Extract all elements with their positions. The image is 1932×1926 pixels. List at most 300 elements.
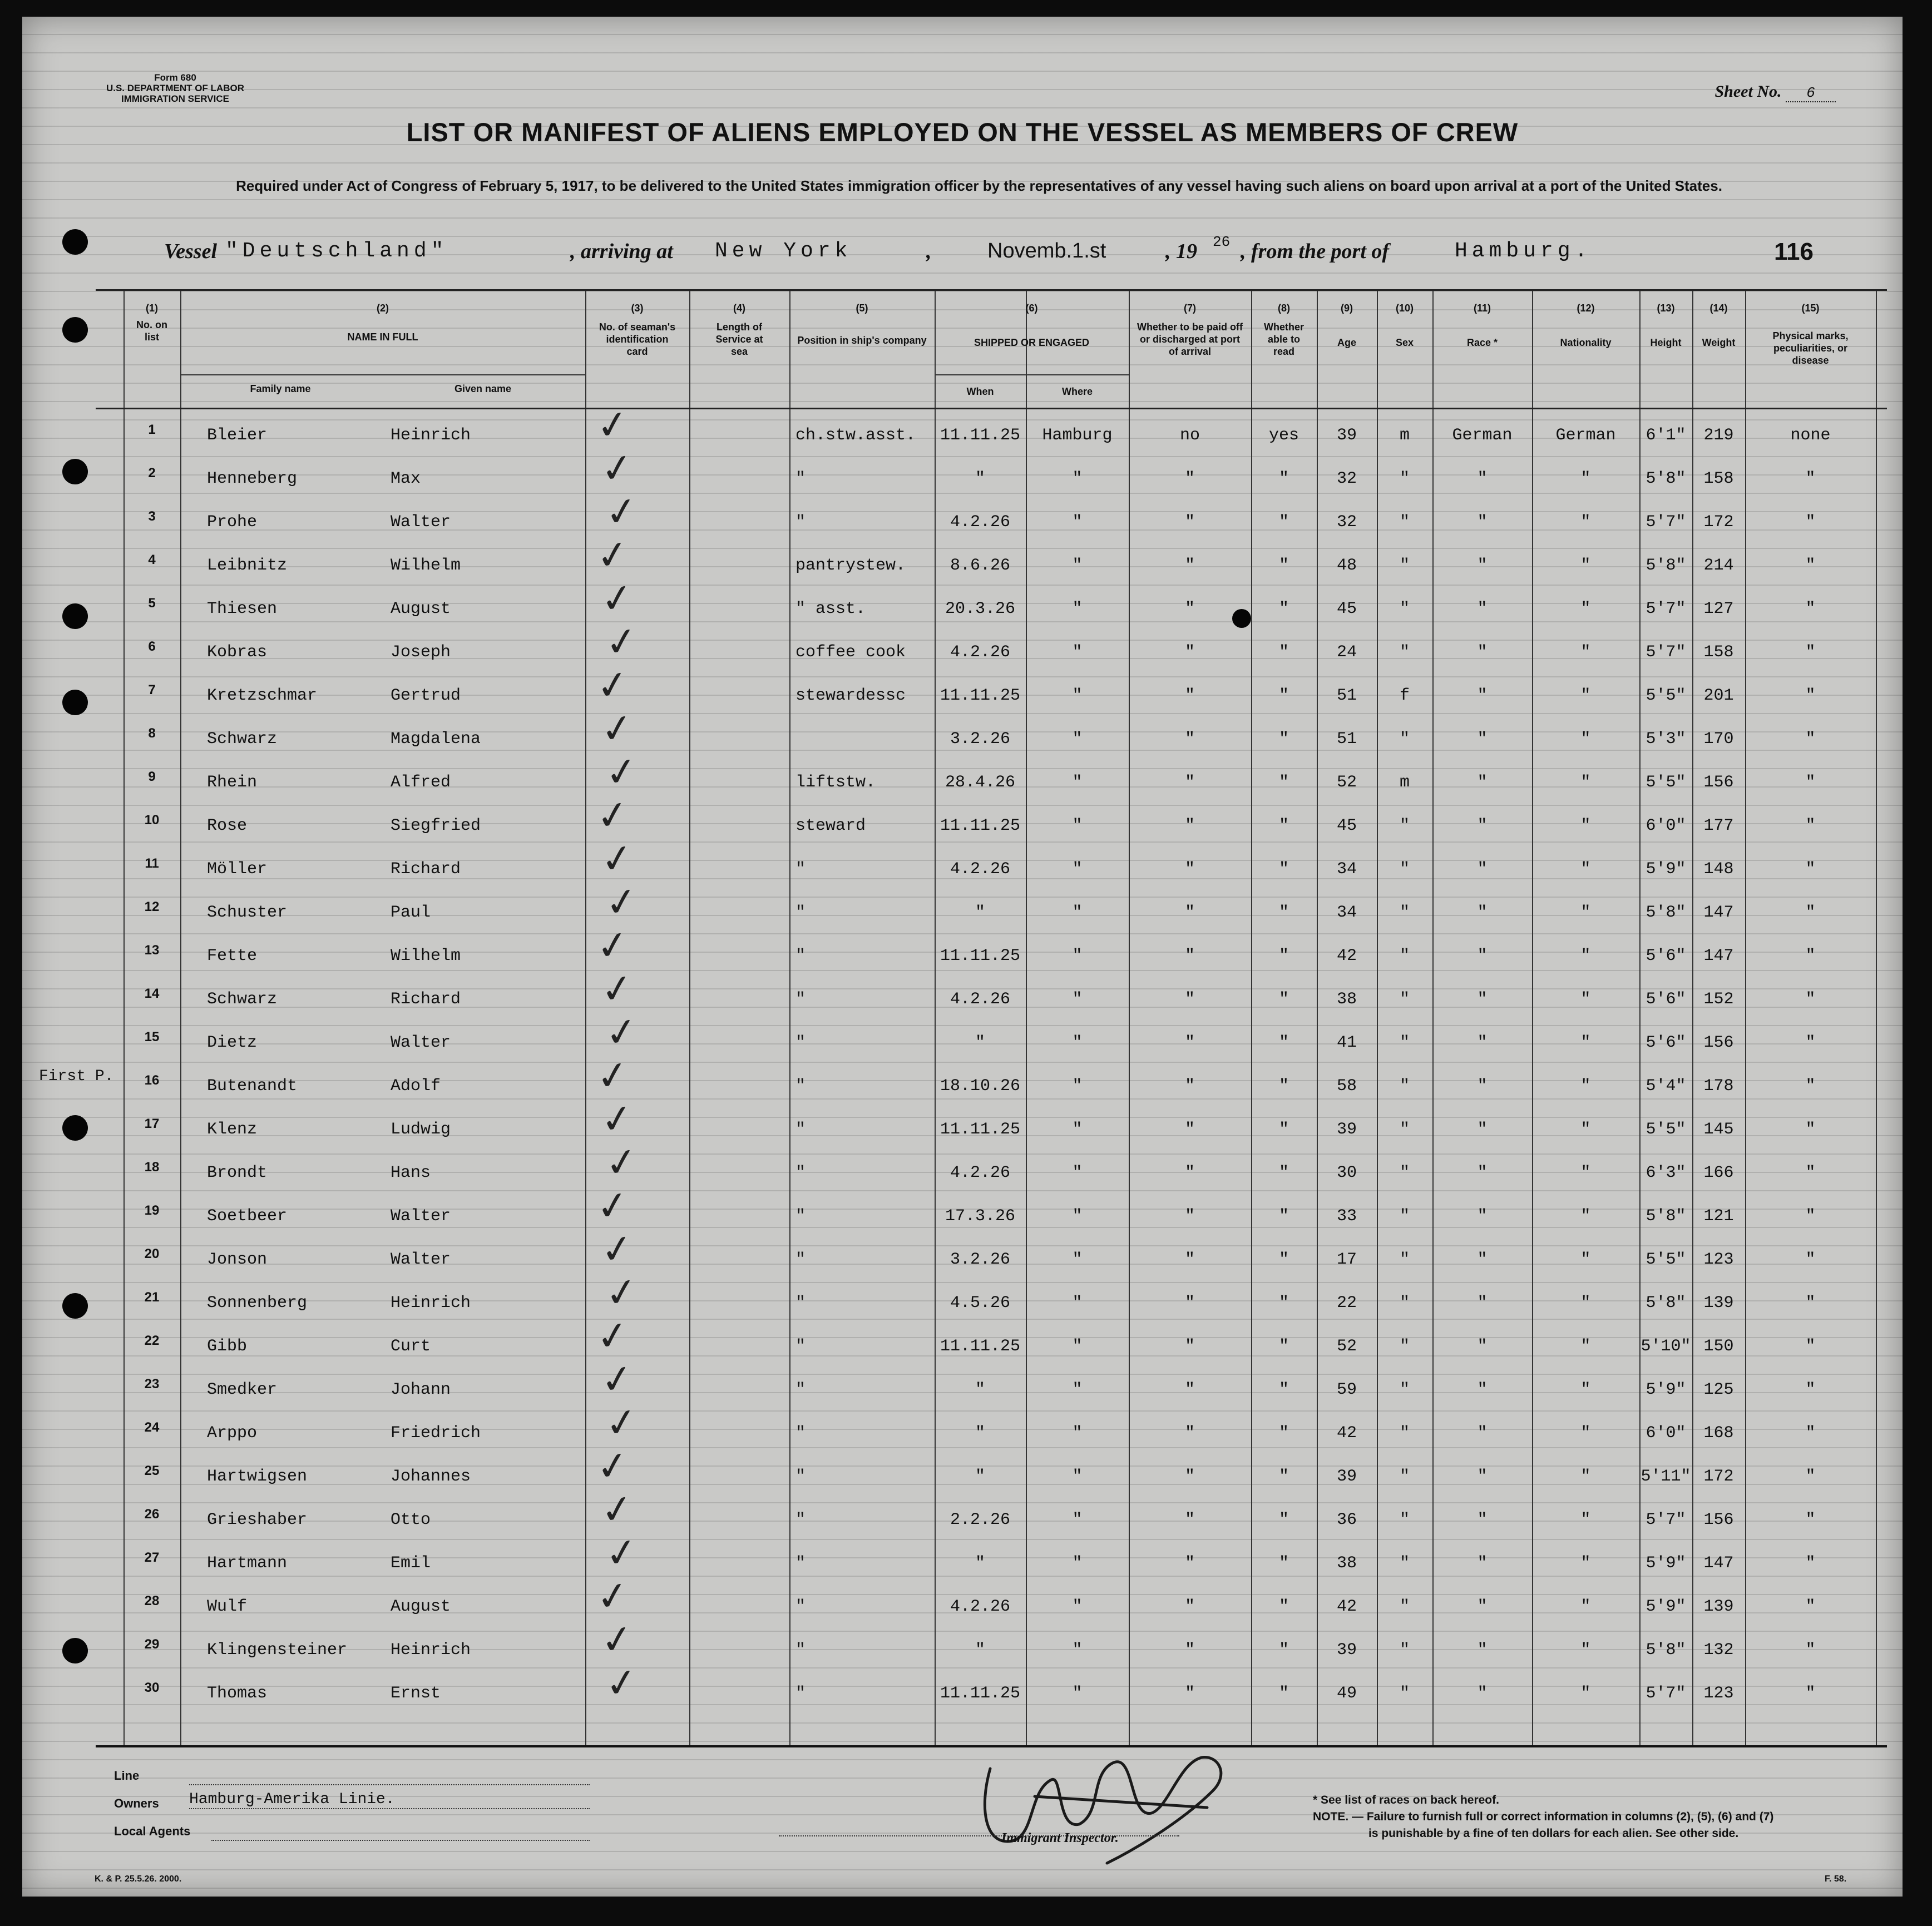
departure-port: Hamburg. [1455, 239, 1592, 263]
shipped-when: 11.11.25 [940, 1337, 1021, 1356]
table-row [96, 1484, 1887, 1547]
row-number: 18 [144, 1160, 160, 1175]
able-to-read: " [1278, 1467, 1289, 1486]
check-mark-icon: ✓ [597, 1094, 637, 1144]
race: " [1477, 947, 1488, 966]
nationality: " [1580, 947, 1591, 966]
paid-off: " [1184, 1294, 1195, 1313]
paid-off: " [1184, 1641, 1195, 1660]
age: 22 [1336, 1294, 1357, 1313]
agents-label: Local Agents [114, 1824, 191, 1838]
position: " [795, 1511, 806, 1529]
family-name: Thiesen [207, 600, 278, 618]
table-row [96, 1311, 1887, 1373]
paid-off: " [1184, 1033, 1195, 1052]
race: " [1477, 1684, 1488, 1703]
shipped-where: " [1072, 1380, 1083, 1399]
nationality: " [1580, 1120, 1591, 1139]
paid-off: " [1184, 1684, 1195, 1703]
row-number: 30 [144, 1680, 160, 1695]
paid-off: " [1184, 1077, 1195, 1096]
shipped-when: " [975, 903, 985, 922]
able-to-read: " [1278, 1424, 1289, 1443]
sex: " [1399, 513, 1410, 532]
shipped-when: 4.2.26 [950, 1163, 1011, 1182]
able-to-read: " [1278, 1120, 1289, 1139]
paid-off: no [1179, 426, 1200, 445]
able-to-read: " [1278, 730, 1289, 749]
given-name: Joseph [391, 643, 451, 662]
weight: 123 [1703, 1684, 1734, 1703]
sex: " [1399, 860, 1410, 879]
paid-off: " [1184, 1467, 1195, 1486]
sex: " [1399, 1641, 1410, 1660]
col-header-nationality: (12) Nationality [1560, 303, 1612, 348]
col-header-height: (13) Height [1650, 303, 1682, 348]
physical-marks: " [1805, 1033, 1816, 1052]
punch-hole [62, 317, 88, 343]
table-row [96, 1398, 1887, 1460]
able-to-read: " [1278, 513, 1289, 532]
shipped-where: " [1072, 1467, 1083, 1486]
race: " [1477, 1554, 1488, 1573]
age: 51 [1336, 730, 1357, 749]
sex: " [1399, 556, 1410, 575]
punch-hole [62, 603, 88, 629]
height: 5'7" [1646, 1511, 1686, 1529]
nationality: " [1580, 1380, 1591, 1399]
table-row [96, 617, 1887, 679]
physical-marks: " [1805, 903, 1816, 922]
print-code: K. & P. 25.5.26. 2000. [95, 1874, 182, 1884]
paid-off: " [1184, 643, 1195, 662]
table-row [96, 877, 1887, 939]
shipped-when: 11.11.25 [940, 947, 1021, 966]
age: 45 [1336, 600, 1357, 618]
able-to-read: " [1278, 1684, 1289, 1703]
weight: 214 [1703, 556, 1734, 575]
check-mark-icon: ✓ [597, 1354, 637, 1404]
row-number: 13 [144, 943, 160, 958]
col-header-service: (4) Length of Service at sea [715, 303, 763, 357]
given-name: Richard [391, 990, 461, 1009]
check-mark-icon: ✓ [602, 1398, 641, 1448]
nationality: " [1580, 903, 1591, 922]
given-name: Ernst [391, 1684, 441, 1703]
col-header-family: Family name [250, 383, 311, 394]
row-number: 28 [144, 1593, 160, 1608]
col-header-sex: (10) Sex [1395, 303, 1414, 348]
shipped-where: " [1072, 1207, 1083, 1226]
given-name: Walter [391, 1033, 451, 1052]
weight: 172 [1703, 513, 1734, 532]
family-name: Brondt [207, 1163, 268, 1182]
shipped-when: 4.2.26 [950, 513, 1011, 532]
height: 5'5" [1646, 686, 1686, 705]
table-row [96, 1181, 1887, 1243]
position: liftstw. [795, 773, 876, 792]
age: 39 [1336, 426, 1357, 445]
col-header-paid-off: (7) Whether to be paid off or discharged at port of arrival [1137, 303, 1243, 357]
age: 34 [1336, 860, 1357, 879]
col-header-when: When [966, 386, 994, 397]
age: 39 [1336, 1641, 1357, 1660]
paid-off: " [1184, 860, 1195, 879]
sex: f [1399, 686, 1410, 705]
col-header-id-card: (3) No. of seaman's identification card [599, 303, 676, 357]
weight: 158 [1703, 469, 1734, 488]
able-to-read: " [1278, 1380, 1289, 1399]
able-to-read: " [1278, 1207, 1289, 1226]
paid-off: " [1184, 947, 1195, 966]
row-number: 3 [148, 509, 156, 524]
shipped-where: " [1072, 1294, 1083, 1313]
height: 5'8" [1646, 1641, 1686, 1660]
row-number: 23 [144, 1377, 160, 1392]
sex: m [1399, 773, 1410, 792]
able-to-read: " [1278, 556, 1289, 575]
weight: 147 [1703, 947, 1734, 966]
physical-marks: " [1805, 730, 1816, 749]
family-name: Hartwigsen [207, 1467, 308, 1486]
position: " [795, 1250, 806, 1269]
age: 52 [1336, 773, 1357, 792]
position: " [795, 1424, 806, 1443]
shipped-when: 4.2.26 [950, 643, 1011, 662]
nationality: " [1580, 1641, 1591, 1660]
owners-field: Hamburg-Amerika Linie. [189, 1791, 590, 1809]
arrival-date: Novemb.1.st [987, 239, 1106, 263]
height: 5'9" [1646, 1597, 1686, 1616]
race: " [1477, 1380, 1488, 1399]
able-to-read: " [1278, 816, 1289, 835]
weight: 148 [1703, 860, 1734, 879]
sheet-value: 6 [1786, 85, 1836, 102]
weight: 123 [1703, 1250, 1734, 1269]
table-row [96, 487, 1887, 549]
row-number: 7 [148, 682, 156, 697]
age: 34 [1336, 903, 1357, 922]
sex: " [1399, 730, 1410, 749]
page-subtitle: Required under Act of Congress of February 5, 1917, to be delivered to the United States immigration officer by the representatives of any vessel having such aliens on board upon arrival at a port of the United States. [236, 177, 1722, 194]
shipped-where: " [1072, 1554, 1083, 1573]
sex: " [1399, 1380, 1410, 1399]
physical-marks: " [1805, 990, 1816, 1009]
race: " [1477, 556, 1488, 575]
paid-off: " [1184, 1380, 1195, 1399]
age: 59 [1336, 1380, 1357, 1399]
inspector-signature [968, 1730, 1279, 1874]
check-mark-icon: ✓ [593, 400, 633, 450]
row-number: 29 [144, 1637, 160, 1652]
check-mark-icon: ✓ [602, 877, 641, 927]
row-number: 1 [148, 422, 156, 437]
family-name: Leibnitz [207, 556, 288, 575]
check-mark-icon: ✓ [597, 964, 637, 1014]
given-name: Walter [391, 1207, 451, 1226]
given-name: August [391, 600, 451, 618]
row-number: 17 [144, 1116, 160, 1131]
race: " [1477, 643, 1488, 662]
table-row [96, 834, 1887, 896]
shipped-when: 11.11.25 [940, 686, 1021, 705]
line-field [189, 1767, 590, 1785]
row-number: 15 [144, 1029, 160, 1044]
col-header-name: (2) NAME IN FULL [347, 303, 418, 343]
given-name: Max [391, 469, 421, 488]
family-name: Schuster [207, 903, 288, 922]
row-number: 10 [144, 813, 160, 828]
nationality: " [1580, 1250, 1591, 1269]
weight: 170 [1703, 730, 1734, 749]
col-header-marks: (15) Physical marks, peculiarities, or disease [1772, 303, 1849, 366]
shipped-where: " [1072, 903, 1083, 922]
race: " [1477, 686, 1488, 705]
sex: " [1399, 1207, 1410, 1226]
age: 17 [1336, 1250, 1357, 1269]
race: " [1477, 469, 1488, 488]
given-name: Johannes [391, 1467, 471, 1486]
nationality: " [1580, 643, 1591, 662]
row-number: 6 [148, 639, 156, 654]
family-name: Kobras [207, 643, 268, 662]
shipped-when: 11.11.25 [940, 1120, 1021, 1139]
vessel-line [164, 234, 1833, 273]
given-name: Emil [391, 1554, 431, 1573]
race: " [1477, 1511, 1488, 1529]
arrival-year: 26 [1213, 234, 1231, 250]
position: " [795, 1294, 806, 1313]
age: 42 [1336, 1597, 1357, 1616]
paid-off: " [1184, 1597, 1195, 1616]
weight: 172 [1703, 1467, 1734, 1486]
nationality: " [1580, 1424, 1591, 1443]
nationality: " [1580, 1207, 1591, 1226]
age: 51 [1336, 686, 1357, 705]
height: 5'6" [1646, 1033, 1686, 1052]
sex: " [1399, 1467, 1410, 1486]
nationality: " [1580, 556, 1591, 575]
table-row [96, 573, 1887, 636]
race: " [1477, 990, 1488, 1009]
family-name: Dietz [207, 1033, 258, 1052]
given-name: Adolf [391, 1077, 441, 1096]
given-name: Ludwig [391, 1120, 451, 1139]
height: 5'5" [1646, 1120, 1686, 1139]
race: " [1477, 1641, 1488, 1660]
paid-off: " [1184, 1337, 1195, 1356]
shipped-when: 11.11.25 [940, 816, 1021, 835]
weight: 121 [1703, 1207, 1734, 1226]
paid-off: " [1184, 1163, 1195, 1182]
family-name: Butenandt [207, 1077, 298, 1096]
paid-off: " [1184, 1554, 1195, 1573]
race: " [1477, 1424, 1488, 1443]
weight: 168 [1703, 1424, 1734, 1443]
sex: " [1399, 600, 1410, 618]
year-prefix: , 19 [1165, 240, 1197, 263]
position: " [795, 1337, 806, 1356]
family-name: Jonson [207, 1250, 268, 1269]
nationality: " [1580, 513, 1591, 532]
nationality: " [1580, 1511, 1591, 1529]
check-mark-icon: ✓ [597, 573, 637, 623]
col-header-weight: (14) Weight [1702, 303, 1736, 348]
position: " [795, 469, 806, 488]
table-row [96, 400, 1887, 462]
height: 5'5" [1646, 773, 1686, 792]
row-number: 8 [148, 726, 156, 741]
height: 5'7" [1646, 513, 1686, 532]
weight: 125 [1703, 1380, 1734, 1399]
position: " asst. [795, 600, 866, 618]
height: 5'9" [1646, 860, 1686, 879]
able-to-read: " [1278, 1554, 1289, 1573]
physical-marks: " [1805, 1163, 1816, 1182]
paid-off: " [1184, 773, 1195, 792]
given-name: Walter [391, 513, 451, 532]
shipped-where: " [1072, 730, 1083, 749]
able-to-read: " [1278, 1597, 1289, 1616]
shipped-where: " [1072, 1597, 1083, 1616]
shipped-when: 11.11.25 [940, 426, 1021, 445]
position: pantrystew. [795, 556, 906, 575]
margin-note: First P. [39, 1068, 114, 1085]
able-to-read: " [1278, 643, 1289, 662]
height: 5'11" [1641, 1467, 1691, 1486]
weight: 177 [1703, 816, 1734, 835]
shipped-when: 8.6.26 [950, 556, 1011, 575]
physical-marks: " [1805, 1684, 1816, 1703]
given-name: Hans [391, 1163, 431, 1182]
table-row [96, 1224, 1887, 1286]
fine-note-1: NOTE. — Failure to furnish full or correct information in columns (2), (5), (6) and (7) [1313, 1810, 1774, 1823]
form-code: F. 58. [1825, 1874, 1847, 1884]
sex: " [1399, 469, 1410, 488]
check-mark-icon: ✓ [597, 1224, 637, 1274]
shipped-when: 3.2.26 [950, 730, 1011, 749]
check-mark-icon: ✓ [593, 1571, 633, 1621]
shipped-where: " [1072, 773, 1083, 792]
position: " [795, 1033, 806, 1052]
shipped-where: " [1072, 686, 1083, 705]
weight: 150 [1703, 1337, 1734, 1356]
nationality: " [1580, 1077, 1591, 1096]
family-name: Gibb [207, 1337, 248, 1356]
family-name: Grieshaber [207, 1511, 308, 1529]
agents-field [211, 1823, 590, 1841]
shipped-where: " [1072, 1684, 1083, 1703]
paid-off: " [1184, 686, 1195, 705]
age: 30 [1336, 1163, 1357, 1182]
sex: " [1399, 1337, 1410, 1356]
row-number: 2 [148, 466, 156, 481]
sex: " [1399, 1511, 1410, 1529]
sex: " [1399, 1597, 1410, 1616]
check-mark-icon: ✓ [593, 660, 633, 710]
position: " [795, 947, 806, 966]
shipped-when: " [975, 1033, 985, 1052]
nationality: " [1580, 1597, 1591, 1616]
sheet-label: Sheet No. [1714, 82, 1782, 101]
col-header-no: (1) No. on list [136, 303, 167, 343]
height: 5'3" [1646, 730, 1686, 749]
nationality: German [1555, 426, 1616, 445]
nationality: " [1580, 1467, 1591, 1486]
given-name: Heinrich [391, 1294, 471, 1313]
table-row [96, 1354, 1887, 1417]
position: steward [795, 816, 866, 835]
sex: " [1399, 1250, 1410, 1269]
shipped-where: " [1072, 643, 1083, 662]
table-row [96, 1094, 1887, 1156]
given-name: Friedrich [391, 1424, 481, 1443]
shipped-when: 4.2.26 [950, 1597, 1011, 1616]
weight: 178 [1703, 1077, 1734, 1096]
race: " [1477, 860, 1488, 879]
shipped-where: " [1072, 1033, 1083, 1052]
col-header-race: (11) Race * [1466, 303, 1498, 348]
height: 5'8" [1646, 556, 1686, 575]
position: " [795, 1684, 806, 1703]
shipped-where: " [1072, 1120, 1083, 1139]
given-name: August [391, 1597, 451, 1616]
able-to-read: " [1278, 1511, 1289, 1529]
inspector-line [779, 1835, 1179, 1836]
race: " [1477, 1337, 1488, 1356]
shipped-when: " [975, 1424, 985, 1443]
given-name: Walter [391, 1250, 451, 1269]
height: 5'6" [1646, 990, 1686, 1009]
given-name: Wilhelm [391, 556, 461, 575]
sex: " [1399, 1120, 1410, 1139]
weight: 156 [1703, 1511, 1734, 1529]
position: " [795, 1554, 806, 1573]
sex: m [1399, 426, 1410, 445]
row-number: 27 [144, 1550, 160, 1565]
age: 58 [1336, 1077, 1357, 1096]
race: " [1477, 513, 1488, 532]
age: 41 [1336, 1033, 1357, 1052]
nationality: " [1580, 1337, 1591, 1356]
sheet-number [1715, 82, 1836, 102]
position: " [795, 1467, 806, 1486]
nationality: " [1580, 1684, 1591, 1703]
nationality: " [1580, 686, 1591, 705]
shipped-when: 4.5.26 [950, 1294, 1011, 1313]
from-label: , from the port of [1241, 240, 1390, 263]
race: " [1477, 1120, 1488, 1139]
age: 39 [1336, 1467, 1357, 1486]
check-mark-icon: ✓ [593, 1051, 633, 1101]
shipped-when: 11.11.25 [940, 1684, 1021, 1703]
family-name: Kretzschmar [207, 686, 318, 705]
age: 38 [1336, 990, 1357, 1009]
physical-marks: " [1805, 1120, 1816, 1139]
paid-off: " [1184, 513, 1195, 532]
shipped-where: " [1072, 1424, 1083, 1443]
check-mark-icon: ✓ [597, 704, 637, 754]
given-name: Paul [391, 903, 431, 922]
family-name: Smedker [207, 1380, 278, 1399]
height: 5'9" [1646, 1554, 1686, 1573]
physical-marks: " [1805, 860, 1816, 879]
arriving-label: , arriving at [570, 240, 673, 263]
family-name: Rose [207, 816, 248, 835]
shipped-where: " [1072, 1077, 1083, 1096]
sex: " [1399, 1163, 1410, 1182]
shipped-where: " [1072, 1250, 1083, 1269]
